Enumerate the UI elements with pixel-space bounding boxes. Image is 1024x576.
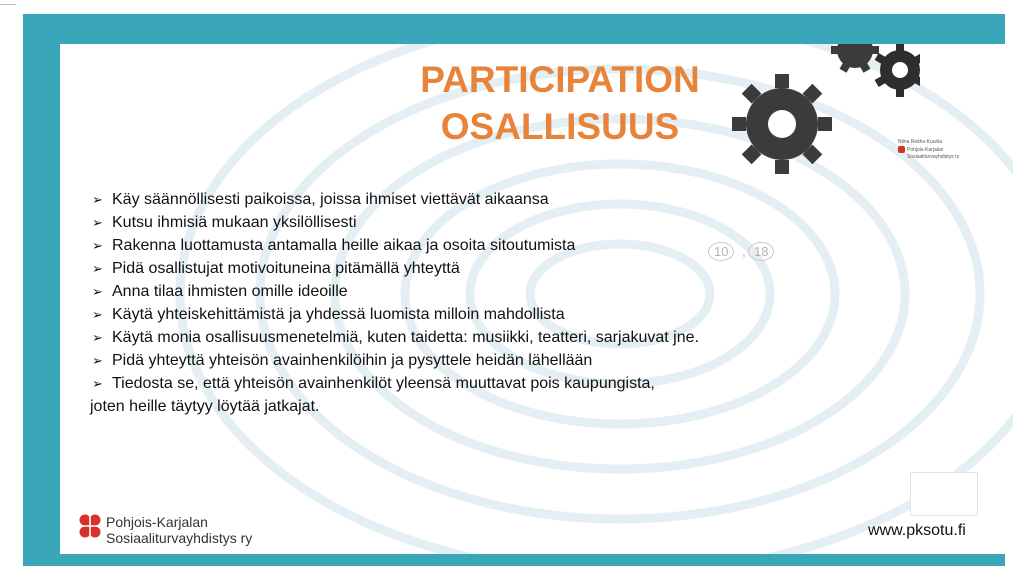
arrowhead-bullet-icon: ➢ bbox=[92, 192, 103, 207]
gear-top-icon bbox=[831, 44, 879, 73]
mini-logo-icon bbox=[898, 146, 905, 153]
website-url: www.pksotu.fi bbox=[868, 522, 966, 539]
annotation-number: 10 bbox=[708, 242, 734, 261]
annotation-number: 18 bbox=[748, 242, 774, 261]
corner-mark bbox=[0, 0, 16, 5]
gears-illustration bbox=[720, 44, 920, 174]
placeholder-box bbox=[910, 472, 978, 516]
list-item: ➢ Käytä monia osallisuusmenetelmiä, kuten taidetta: musiikki, teatteri, sarjakuvat jne. bbox=[90, 326, 810, 349]
slide-content bbox=[60, 44, 1013, 554]
title-finnish: OSALLISUUS bbox=[440, 106, 680, 147]
list-item: ➢ Pidä osallistujat motivoituneina pitämällä yhteyttä bbox=[90, 257, 810, 280]
footer-org-line-2: Sosiaaliturvayhdistys ry bbox=[106, 530, 253, 546]
annotation-separator: , bbox=[742, 243, 746, 259]
list-item: ➢ Käytä yhteiskehittämistä ja yhdessä luomista milloin mahdollista bbox=[90, 303, 810, 326]
arrowhead-bullet-icon: ➢ bbox=[92, 284, 103, 299]
gear-small-icon bbox=[875, 44, 920, 97]
footer-org-line-1: Pohjois-Karjalan bbox=[106, 514, 208, 530]
list-item: ➢ Tiedosta se, että yhteisön avainhenkilöt yleensä muuttavat pois kaupungista, bbox=[90, 372, 810, 395]
arrowhead-bullet-icon: ➢ bbox=[92, 307, 103, 322]
list-item: ➢ Käy säännöllisesti paikoissa, joissa ihmiset viettävät aikaansa bbox=[90, 188, 810, 211]
list-item: ➢ Rakenna luottamusta antamalla heille aikaa ja osoita sitoutumista bbox=[90, 234, 810, 257]
list-item: ➢ Anna tilaa ihmisten omille ideoille bbox=[90, 280, 810, 303]
slide-title bbox=[360, 56, 760, 150]
arrowhead-bullet-icon: ➢ bbox=[92, 261, 103, 276]
arrowhead-bullet-icon: ➢ bbox=[92, 376, 103, 391]
image-credit-org-2: Sosiaaliturvayhdistys ry bbox=[907, 153, 960, 160]
arrowhead-bullet-icon: ➢ bbox=[92, 353, 103, 368]
bullet-list bbox=[90, 188, 810, 418]
arrowhead-bullet-icon: ➢ bbox=[92, 330, 103, 345]
list-item: ➢ Pidä yhteyttä yhteisön avainhenkilöihin ja pysyttele heidän lähellään bbox=[90, 349, 810, 372]
arrowhead-bullet-icon: ➢ bbox=[92, 215, 103, 230]
list-item-continuation: joten heille täytyy löytää jatkajat. bbox=[90, 398, 320, 415]
red-cross-hearts-logo-icon bbox=[76, 512, 104, 540]
arrowhead-bullet-icon: ➢ bbox=[92, 238, 103, 253]
list-item: ➢ Kutsu ihmisiä mukaan yksilöllisesti bbox=[90, 211, 810, 234]
image-credit-org-1: Pohjois-Karjalan bbox=[907, 146, 944, 153]
gear-large-icon bbox=[732, 74, 832, 174]
title-english: PARTICIPATION bbox=[420, 59, 700, 100]
image-credit-author: Niina Reiths-Kuurila bbox=[898, 139, 943, 145]
slide-frame bbox=[23, 14, 1005, 566]
image-credit bbox=[898, 139, 1008, 161]
footer-logo-text bbox=[106, 514, 252, 546]
